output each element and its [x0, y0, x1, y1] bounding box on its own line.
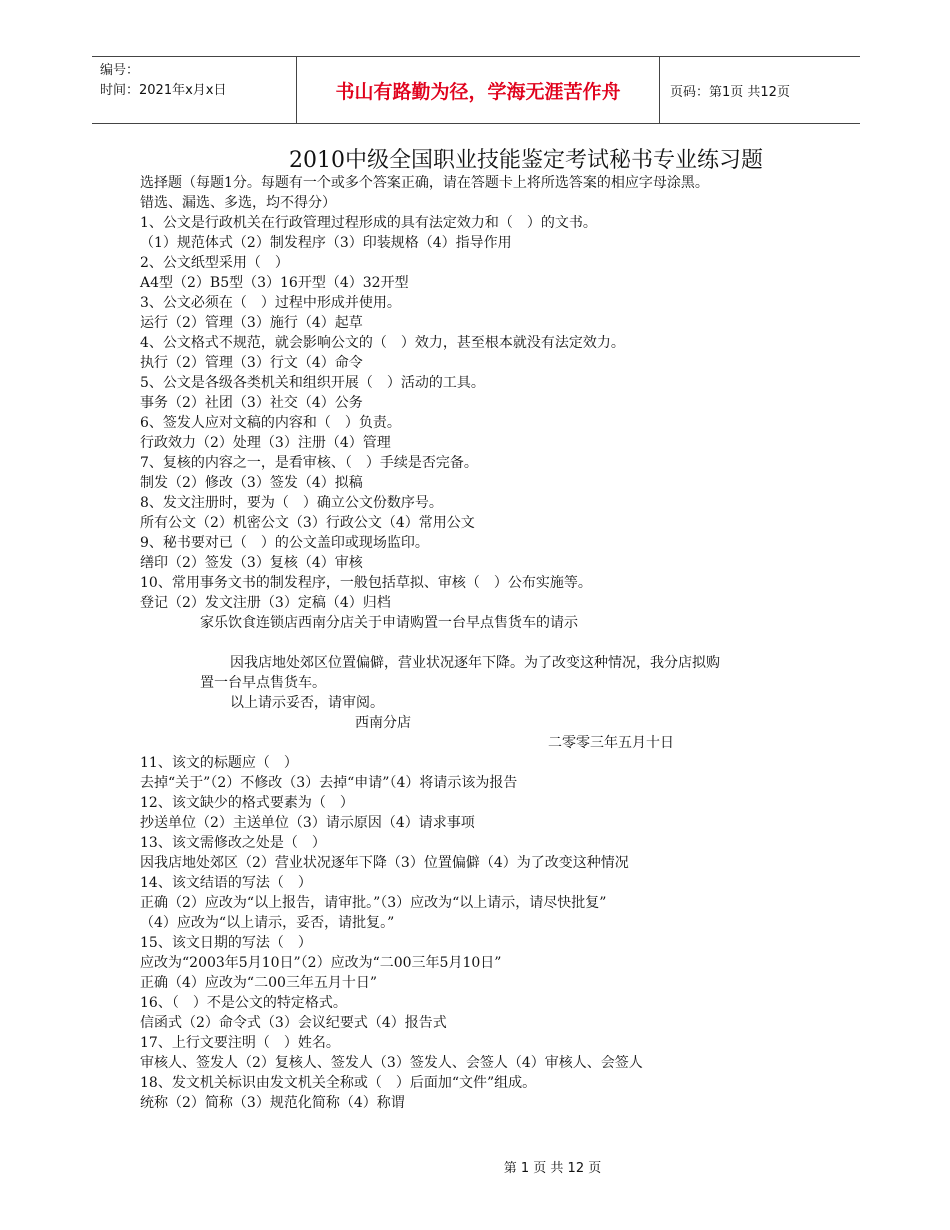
text-line: 选择题（每题1分。每题有一个或多个答案正确，请在答题卡上将所选答案的相应字母涂黑。: [140, 175, 709, 191]
options-9: 缮印（2）签发（3）复核（4）审核: [140, 555, 363, 571]
options-2: A4型（2）B5型（3）16开型（4）32开型: [140, 275, 409, 291]
question-8: 8、发文注册时，要为（ ）确立公文份数序号。: [140, 495, 443, 511]
page-footer: 第 1 页 共 12 页: [503, 1161, 602, 1176]
question-6: 6、签发人应对文稿的内容和（ ）负责。: [140, 415, 401, 431]
number-label: 编号：: [100, 63, 140, 78]
letter-signature: 西南分店: [355, 715, 411, 731]
question-13: 13、该文需修改之处是（ ）: [140, 835, 326, 851]
letter-body-line-1: 因我店地处郊区位置偏僻，营业状况逐年下降。为了改变这种情况，我分店拟购: [230, 655, 720, 671]
document-body: [140, 173, 840, 1113]
question-9: 9、秘书要对已（ ）的公文盖印或现场监印。: [140, 535, 429, 551]
question-5: 5、公文是各级各类机关和组织开展（ ）活动的工具。: [140, 375, 485, 391]
header-left-cell: [92, 57, 296, 123]
spacer: [140, 633, 840, 653]
options-11: 去掉“关于”（2）不修改（3）去掉“申请”（4）将请示该为报告: [140, 775, 518, 791]
document-title: 2010中级全国职业技能鉴定考试秘书专业练习题: [289, 148, 763, 173]
options-17: 审核人、签发人（2）复核人、签发人（3）签发人、会签人（4）审核人、会签人: [140, 1055, 643, 1071]
question-14: 14、该文结语的写法（ ）: [140, 875, 312, 891]
options-4: 执行（2）管理（3）行文（4）命令: [140, 355, 363, 371]
question-1: 1、公文是行政机关在行政管理过程形成的具有法定效力和（ ）的文书。: [140, 215, 597, 231]
question-12: 12、该文缺少的格式要素为（ ）: [140, 795, 354, 811]
question-17: 17、上行文要注明（ ）姓名。: [140, 1035, 340, 1051]
options-16: 信函式（2）命令式（3）会议纪要式（4）报告式: [140, 1015, 447, 1031]
text-line: 错选、漏选、多选，均不得分）: [140, 195, 336, 211]
options-12: 抄送单位（2）主送单位（3）请示原因（4）请求事项: [140, 815, 475, 831]
options-10: 登记（2）发文注册（3）定稿（4）归档: [140, 595, 391, 611]
options-15-cont: 正确（4）应改为“二00三年五月十日”: [140, 975, 378, 991]
question-2: 2、公文纸型采用（ ）: [140, 255, 289, 271]
options-8: 所有公文（2）机密公文（3）行政公文（4）常用公文: [140, 515, 475, 531]
question-18: 18、发文机关标识由发文机关全称或（ ）后面加“文件”组成。: [140, 1075, 537, 1091]
options-3: 运行（2）管理（3）施行（4）起草: [140, 315, 363, 331]
options-1: （1）规范体式（2）制发程序（3）印装规格（4）指导作用: [140, 235, 512, 251]
options-6: 行政效力（2）处理（3）注册（4）管理: [140, 435, 391, 451]
letter-closing: 以上请示妥否，请审阅。: [230, 695, 384, 711]
options-14-cont: （4）应改为“以上请示，妥否，请批复。”: [140, 915, 395, 931]
time-label: 时间：2021年x月x日: [100, 83, 227, 98]
question-11: 11、该文的标题应（ ）: [140, 755, 298, 771]
question-16: 16、（ ）不是公文的特定格式。: [140, 995, 347, 1011]
options-15: 应改为“2003年5月10日”（2）应改为“二00三年5月10日”: [140, 955, 502, 971]
letter-date: 二零零三年五月十日: [548, 735, 674, 751]
question-4: 4、公文格式不规范，就会影响公文的（ ）效力，甚至根本就没有法定效力。: [140, 335, 625, 351]
question-10: 10、常用事务文书的制发程序，一般包括草拟、审核（ ）公布实施等。: [140, 575, 592, 591]
options-14: 正确（2）应改为“以上报告，请审批。”（3）应改为“以上请示，请尽快批复”: [140, 895, 607, 911]
options-18: 统称（2）简称（3）规范化简称（4）称谓: [140, 1095, 405, 1111]
question-15: 15、该文日期的写法（ ）: [140, 935, 312, 951]
question-7: 7、复核的内容之一，是看审核、（ ）手续是否完备。: [140, 455, 478, 471]
letter-body-line-2: 置一台早点售货车。: [200, 675, 326, 691]
letter-title: 家乐饮食连锁店西南分店关于申请购置一台早点售货车的请示: [200, 615, 578, 631]
options-13: 因我店地处郊区（2）营业状况逐年下降（3）位置偏僻（4）为了改变这种情况: [140, 855, 629, 871]
header-table: [92, 56, 860, 124]
header-motto: 书山有路勤为径，学海无涯苦作舟: [296, 57, 660, 123]
options-7: 制发（2）修改（3）签发（4）拟稿: [140, 475, 363, 491]
question-3: 3、公文必须在（ ）过程中形成并使用。: [140, 295, 401, 311]
header-page-label: 页码：第1页 共12页: [670, 84, 790, 100]
options-5: 事务（2）社团（3）社交（4）公务: [140, 395, 363, 411]
